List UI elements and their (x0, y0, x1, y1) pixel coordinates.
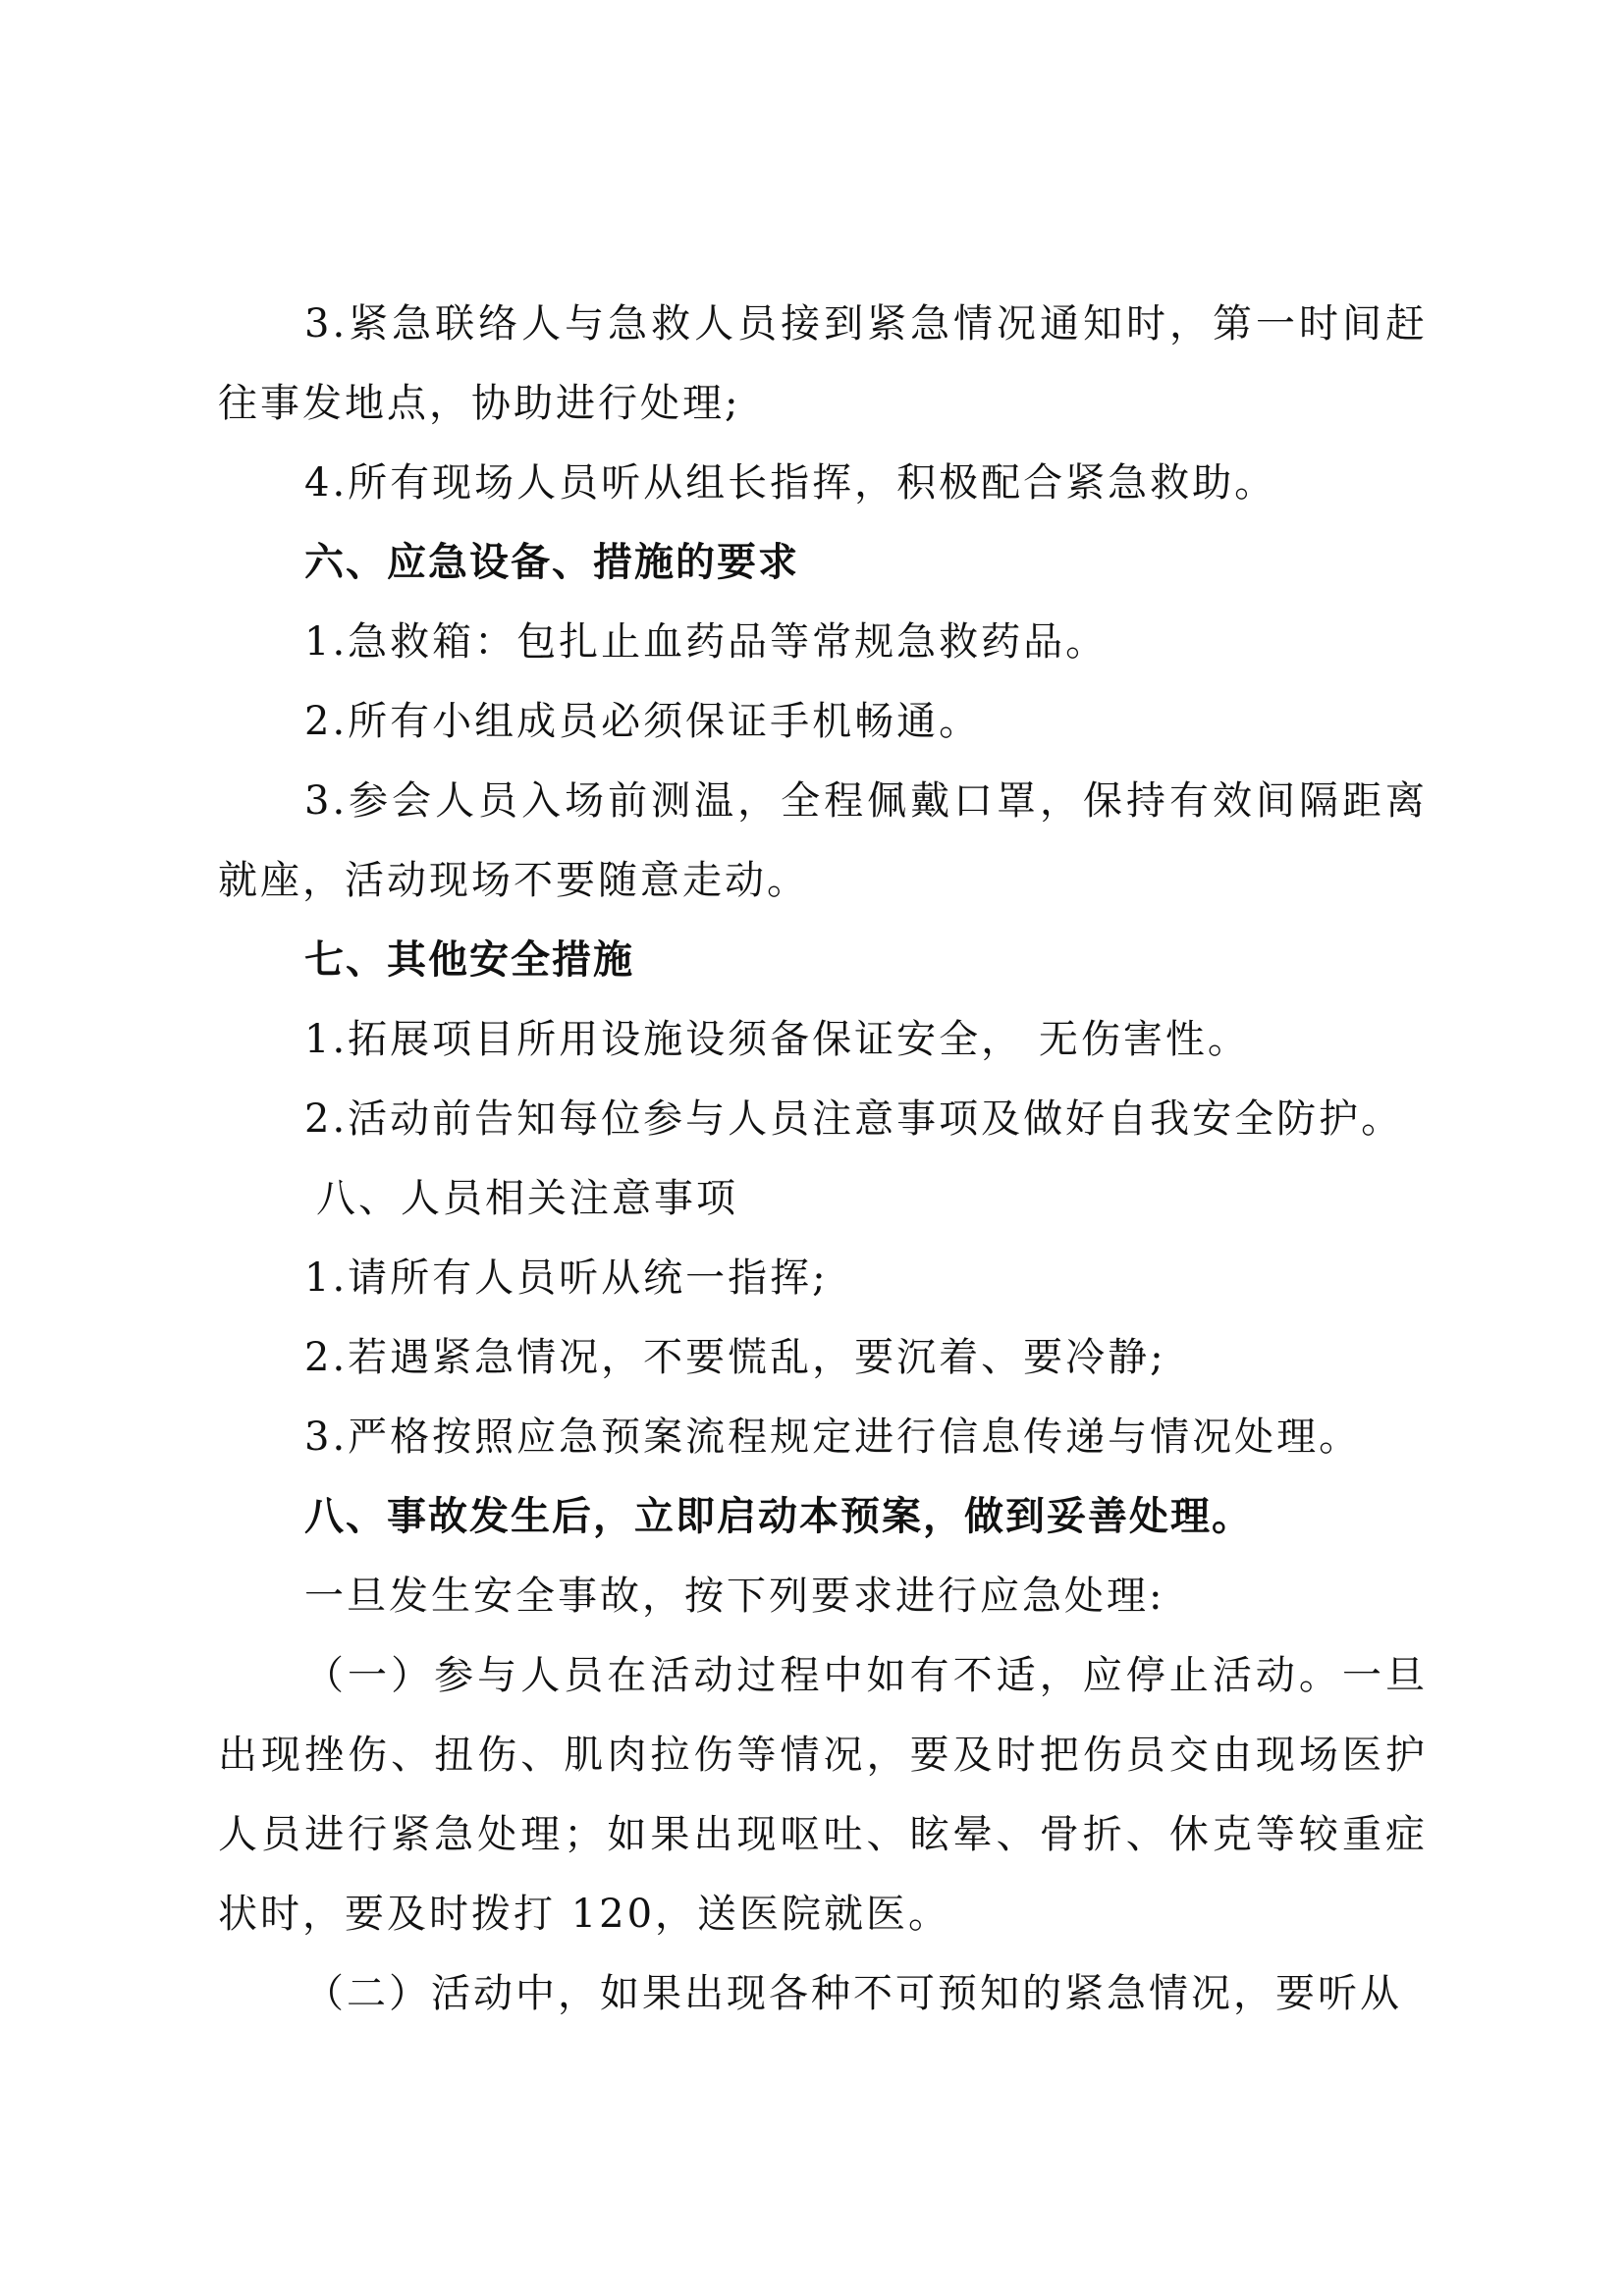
section-heading-other-safety: 七、其他安全措施 (304, 937, 634, 983)
paragraph-temperature-masks: 3.参会人员入场前测温，全程佩戴口罩，保持有效间隔距离就座，活动现场不要随意走动。 (218, 778, 1428, 903)
paragraph-emergency-intro: 一旦发生安全事故，按下列要求进行应急处理: (304, 1574, 1165, 1619)
section-heading-after-accident: 八、事故发生后，立即启动本预案，做到妥善处理。 (304, 1494, 1253, 1539)
paragraph-notify-participants: 2.活动前告知每位参与人员注意事项及做好自我安全防护。 (304, 1096, 1404, 1142)
section-heading-equipment: 六、应急设备、措施的要求 (304, 540, 799, 585)
paragraph-unified-command: 1.请所有人员听从统一指挥; (304, 1255, 829, 1301)
paragraph-item-two: （二）活动中，如果出现各种不可预知的紧急情况，要听从 (304, 1971, 1402, 2016)
paragraph-follow-procedure: 3.严格按照应急预案流程规定进行信息传递与情况处理。 (304, 1415, 1362, 1460)
paragraph-phones: 2.所有小组成员必须保证手机畅通。 (304, 699, 982, 744)
paragraph-staff-obey: 4.所有现场人员听从组长指挥，积极配合紧急救助。 (304, 460, 1277, 506)
paragraph-stay-calm: 2.若遇紧急情况，不要慌乱，要沉着、要冷静; (304, 1335, 1166, 1380)
document-page (218, 285, 1428, 2034)
section-heading-personnel-notes: 八、人员相关注意事项 (316, 1176, 738, 1221)
paragraph-item-one: （一）参与人员在活动过程中如有不适，应停止活动。一旦出现挫伤、扭伤、肌肉拉伤等情况，要及时把伤员交由现场医护人员进行紧急处理；如果出现呕吐、眩晕、骨折、休克等较重症状时，要及时拨打 120，送医院就医。 (218, 1653, 1428, 1937)
paragraph-facilities-safe: 1.拓展项目所用设施设须备保证安全， 无伤害性。 (304, 1017, 1250, 1062)
paragraph-first-aid-kit: 1.急救箱：包扎止血药品等常规急救药品。 (304, 619, 1109, 665)
paragraph-contact-response: 3.紧急联络人与急救人员接到紧急情况通知时，第一时间赶往事发地点，协助进行处理; (218, 301, 1428, 426)
